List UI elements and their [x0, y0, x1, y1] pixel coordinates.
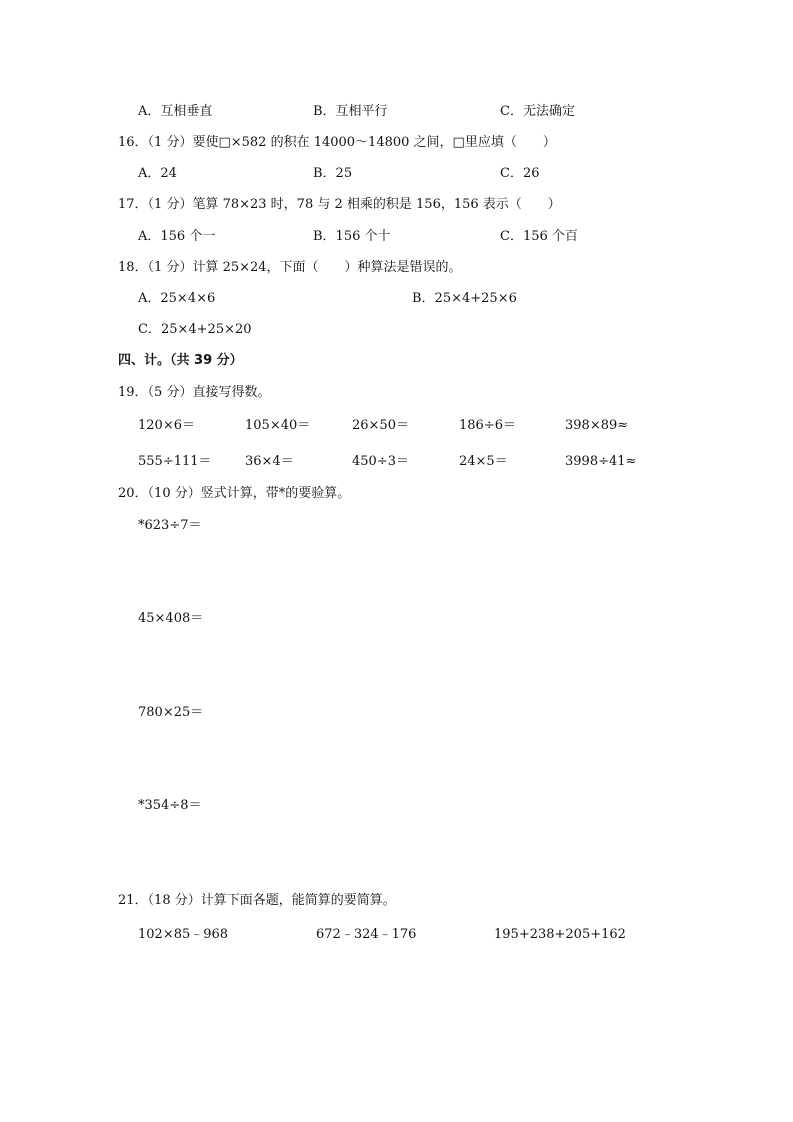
q18-option-a: A．25×4×6: [138, 291, 216, 306]
q19-r1-item-1: 120×6＝: [138, 418, 195, 433]
section-heading: 四、计。（共 39 分）: [118, 353, 243, 368]
q21-item-2: 672﹣324﹣176: [316, 927, 417, 942]
q20-item-2: 45×408＝: [138, 611, 204, 626]
q21-stem: 21．（18 分）计算下面各题，能简算的要简算。: [118, 893, 396, 908]
q19-r2-item-3: 450÷3＝: [352, 454, 409, 469]
q15-option-b: B．互相平行: [313, 104, 388, 119]
q20-item-1: *623÷7＝: [138, 518, 202, 533]
q19-stem: 19．（5 分）直接写得数。: [118, 385, 271, 400]
q17-stem: 17．（1 分）笔算 78×23 时，78 与 2 相乘的积是 156，156 表示（ ）: [118, 197, 561, 212]
q16-option-a: A．24: [138, 166, 177, 181]
q17-option-b: B．156 个十: [313, 229, 391, 244]
q19-r1-item-3: 26×50＝: [352, 418, 409, 433]
q16-option-c: C．26: [500, 166, 540, 181]
q16-stem: 16．（1 分）要使□×582 的积在 14000～14800 之间，□里应填（ ）: [118, 135, 556, 150]
q21-item-3: 195+238+205+162: [494, 927, 626, 942]
q19-r1-item-4: 186÷6＝: [459, 418, 516, 433]
q19-r2-item-4: 24×5＝: [459, 454, 508, 469]
q17-option-a: A．156 个一: [138, 229, 216, 244]
q18-option-c: C．25×4+25×20: [138, 322, 252, 337]
q15-option-a: A．互相垂直: [138, 104, 213, 119]
q15-option-c: C．无法确定: [500, 104, 575, 119]
q20-item-3: 780×25＝: [138, 705, 204, 720]
q20-stem: 20．（10 分）竖式计算，带*的要验算。: [118, 486, 351, 501]
q21-item-1: 102×85﹣968: [138, 927, 229, 942]
q18-stem: 18．（1 分）计算 25×24，下面（ ）种算法是错误的。: [118, 260, 462, 275]
q17-option-c: C．156 个百: [500, 229, 578, 244]
q19-r2-item-5: 3998÷41≈: [565, 454, 637, 469]
q18-option-b: B．25×4+25×6: [412, 291, 517, 306]
q20-item-4: *354÷8＝: [138, 798, 202, 813]
q19-r1-item-5: 398×89≈: [565, 418, 629, 433]
q19-r2-item-2: 36×4＝: [245, 454, 294, 469]
q16-option-b: B．25: [313, 166, 353, 181]
q19-r1-item-2: 105×40＝: [245, 418, 311, 433]
q19-r2-item-1: 555÷111＝: [138, 454, 212, 469]
